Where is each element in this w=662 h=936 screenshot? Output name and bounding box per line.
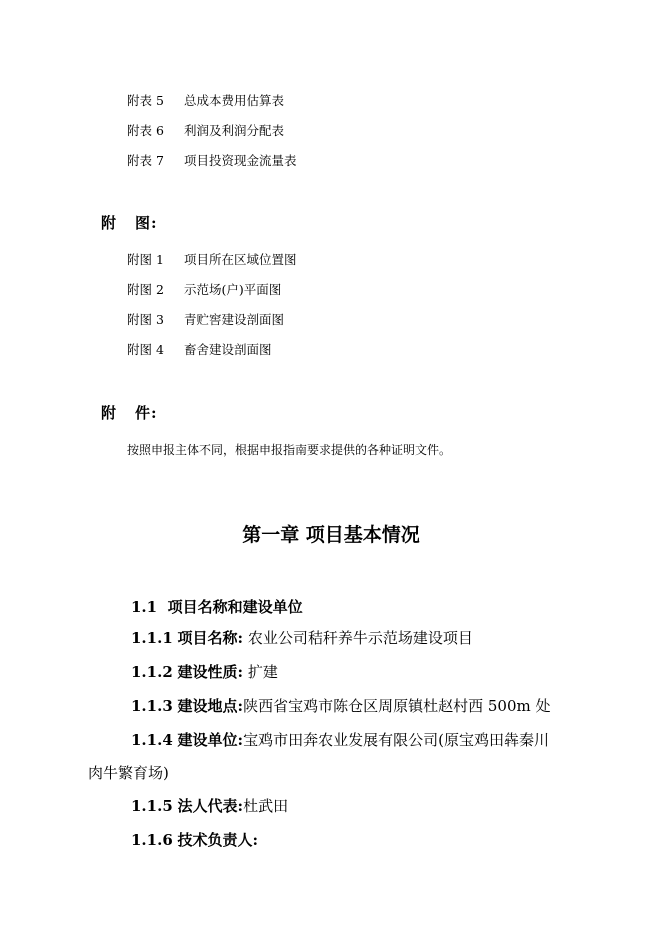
- item-construction-unit-continuation: 肉牛繁育场): [88, 764, 169, 782]
- attachments-note: 按照申报主体不同，根据申报指南要求提供的各种证明文件。: [127, 443, 452, 457]
- appendix-figure-item: 附图 4 畜舍建设剖面图: [127, 342, 272, 357]
- item-construction-nature: 1.1.2 建设性质: 扩建: [131, 663, 278, 681]
- chapter-title: 第一章 项目基本情况: [242, 524, 420, 546]
- appendix-table-item: 附表 7 项目投资现金流量表: [127, 153, 297, 168]
- item-construction-site: 1.1.3 建设地点:陕西省宝鸡市陈仓区周原镇杜赵村西 500m 处: [131, 697, 551, 715]
- item-technical-lead: 1.1.6 技术负责人:: [131, 831, 259, 849]
- appendix-table-item: 附表 5 总成本费用估算表: [127, 93, 285, 108]
- appendix-table-item: 附表 6 利润及利润分配表: [127, 123, 285, 138]
- item-project-name: 1.1.1 项目名称: 农业公司秸秆养牛示范场建设项目: [131, 629, 473, 647]
- item-legal-representative: 1.1.5 法人代表:杜武田: [131, 797, 289, 815]
- attachments-heading: 附 件:: [101, 404, 158, 422]
- item-construction-unit: 1.1.4 建设单位:宝鸡市田奔农业发展有限公司(原宝鸡田犇秦川: [131, 731, 549, 749]
- section-heading: 1.1 项目名称和建设单位: [131, 598, 303, 616]
- figures-heading: 附 图:: [101, 214, 158, 232]
- appendix-figure-item: 附图 1 项目所在区域位置图: [127, 252, 297, 267]
- appendix-figure-item: 附图 2 示范场(户)平面图: [127, 282, 282, 297]
- appendix-figure-item: 附图 3 青贮窖建设剖面图: [127, 312, 285, 327]
